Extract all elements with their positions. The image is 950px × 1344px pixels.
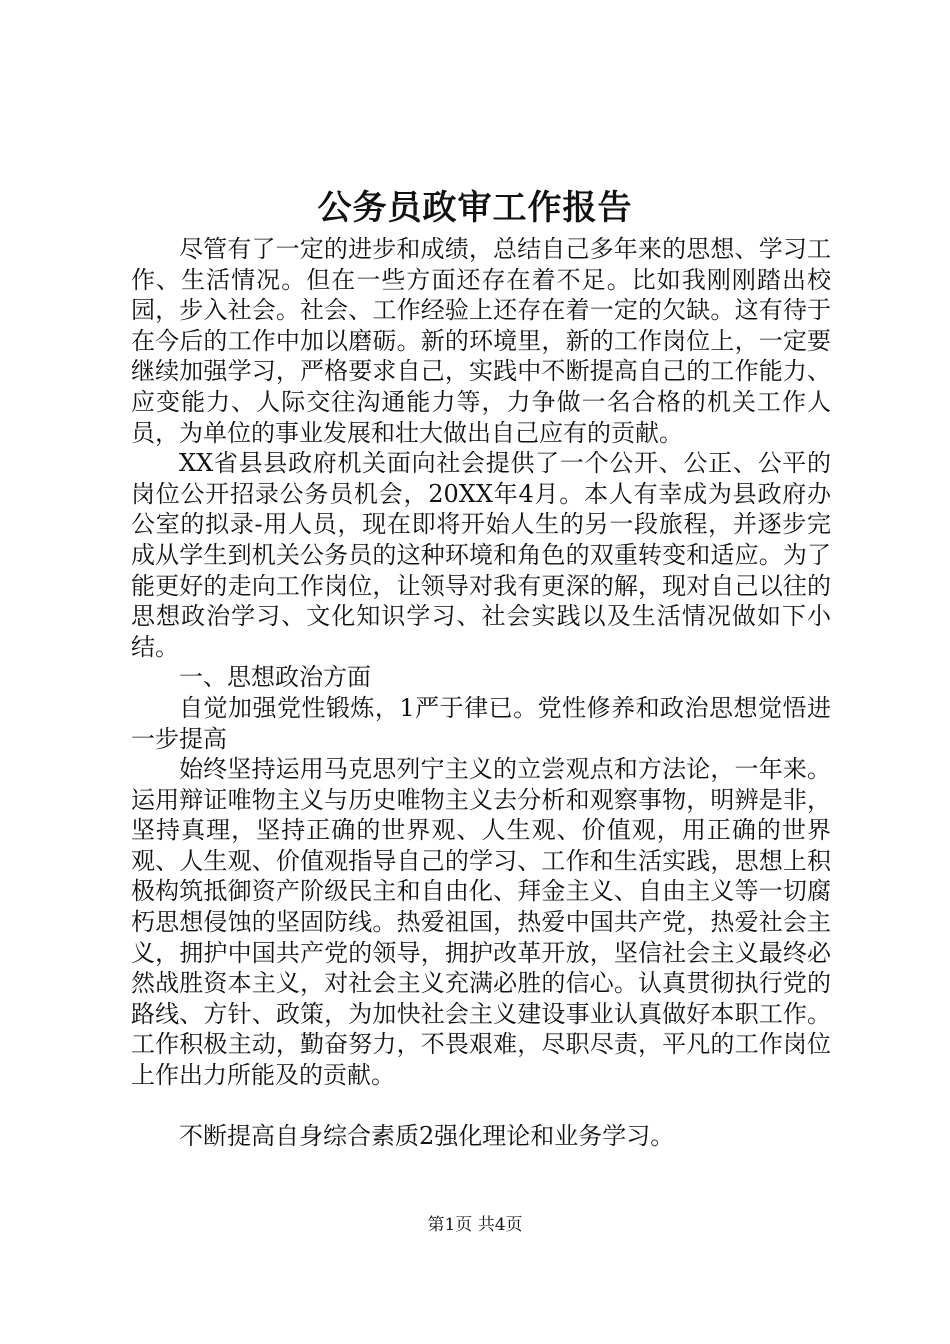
paragraph-self-assessment: 尽管有了一定的进步和成绩，总结自己多年来的思想、学习工作、生活情况。但在一些方面还存在着不足。比如我刚刚踏出校园，步入社会。社会、工作经验上还存在着一定的欠缺。这有待于在今后的工作中加以磨砺。新的环境里，新的工作岗位上，一定要继续加强学习，严格要求自己，实践中不断提高自己的工作能力、应变能力、人际交往沟通能力等，力争做一名合格的机关工作人员，为单位的事业发展和壮大做出自己应有的贡献。: [131, 235, 831, 447]
paragraph-party-discipline: 自觉加强党性锻炼，1严于律已。党性修养和政治思想觉悟进一步提高: [131, 693, 831, 753]
page-number: 第1页 共4页: [427, 1215, 523, 1235]
document-body: [131, 234, 831, 1151]
section-heading-political-thought: 一、思想政治方面: [179, 663, 371, 692]
paragraph-self-improvement: 不断提高自身综合素质2强化理论和业务学习。: [179, 1121, 675, 1150]
document-title: 公务员政审工作报告: [317, 188, 633, 228]
paragraph-recruitment: XX省县县政府机关面向社会提供了一个公开、公正、公平的岗位公开招录公务员机会，20XX年4月。本人有幸成为县政府办公室的拟录-用人员，现在即将开始人生的另一段旅程，并逐步完成从学生到机关公务员的这种环境和角色的双重转变和适应。为了能更好的走向工作岗位，让领导对我有更深的解，现对自己以往的思想政治学习、文化知识学习、社会实践以及生活情况做如下小结。: [131, 449, 831, 661]
paragraph-ideology: 始终坚持运用马克思列宁主义的立尝观点和方法论，一年来。运用辩证唯物主义与历史唯物主义去分析和观察事物，明辨是非，坚持真理，坚持正确的世界观、人生观、价值观，用正确的世界观、人生观、价值观指导自己的学习、工作和生活实践，思想上积极构筑抵御资产阶级民主和自由化、拜金主义、自由主义等一切腐朽思想侵蚀的坚固防线。热爱祖国，热爱中国共产党，热爱社会主义，拥护中国共产党的领导，拥护改革开放，坚信社会主义最终必然战胜资本主义，对社会主义充满必胜的信心。认真贯彻执行党的路线、方针、政策，为加快社会主义建设事业认真做好本职工作。工作积极主动，勤奋努力，不畏艰难，尽职尽责，平凡的工作岗位上作出力所能及的贡献。: [131, 755, 831, 1090]
paragraph-spacer: [131, 1091, 831, 1121]
